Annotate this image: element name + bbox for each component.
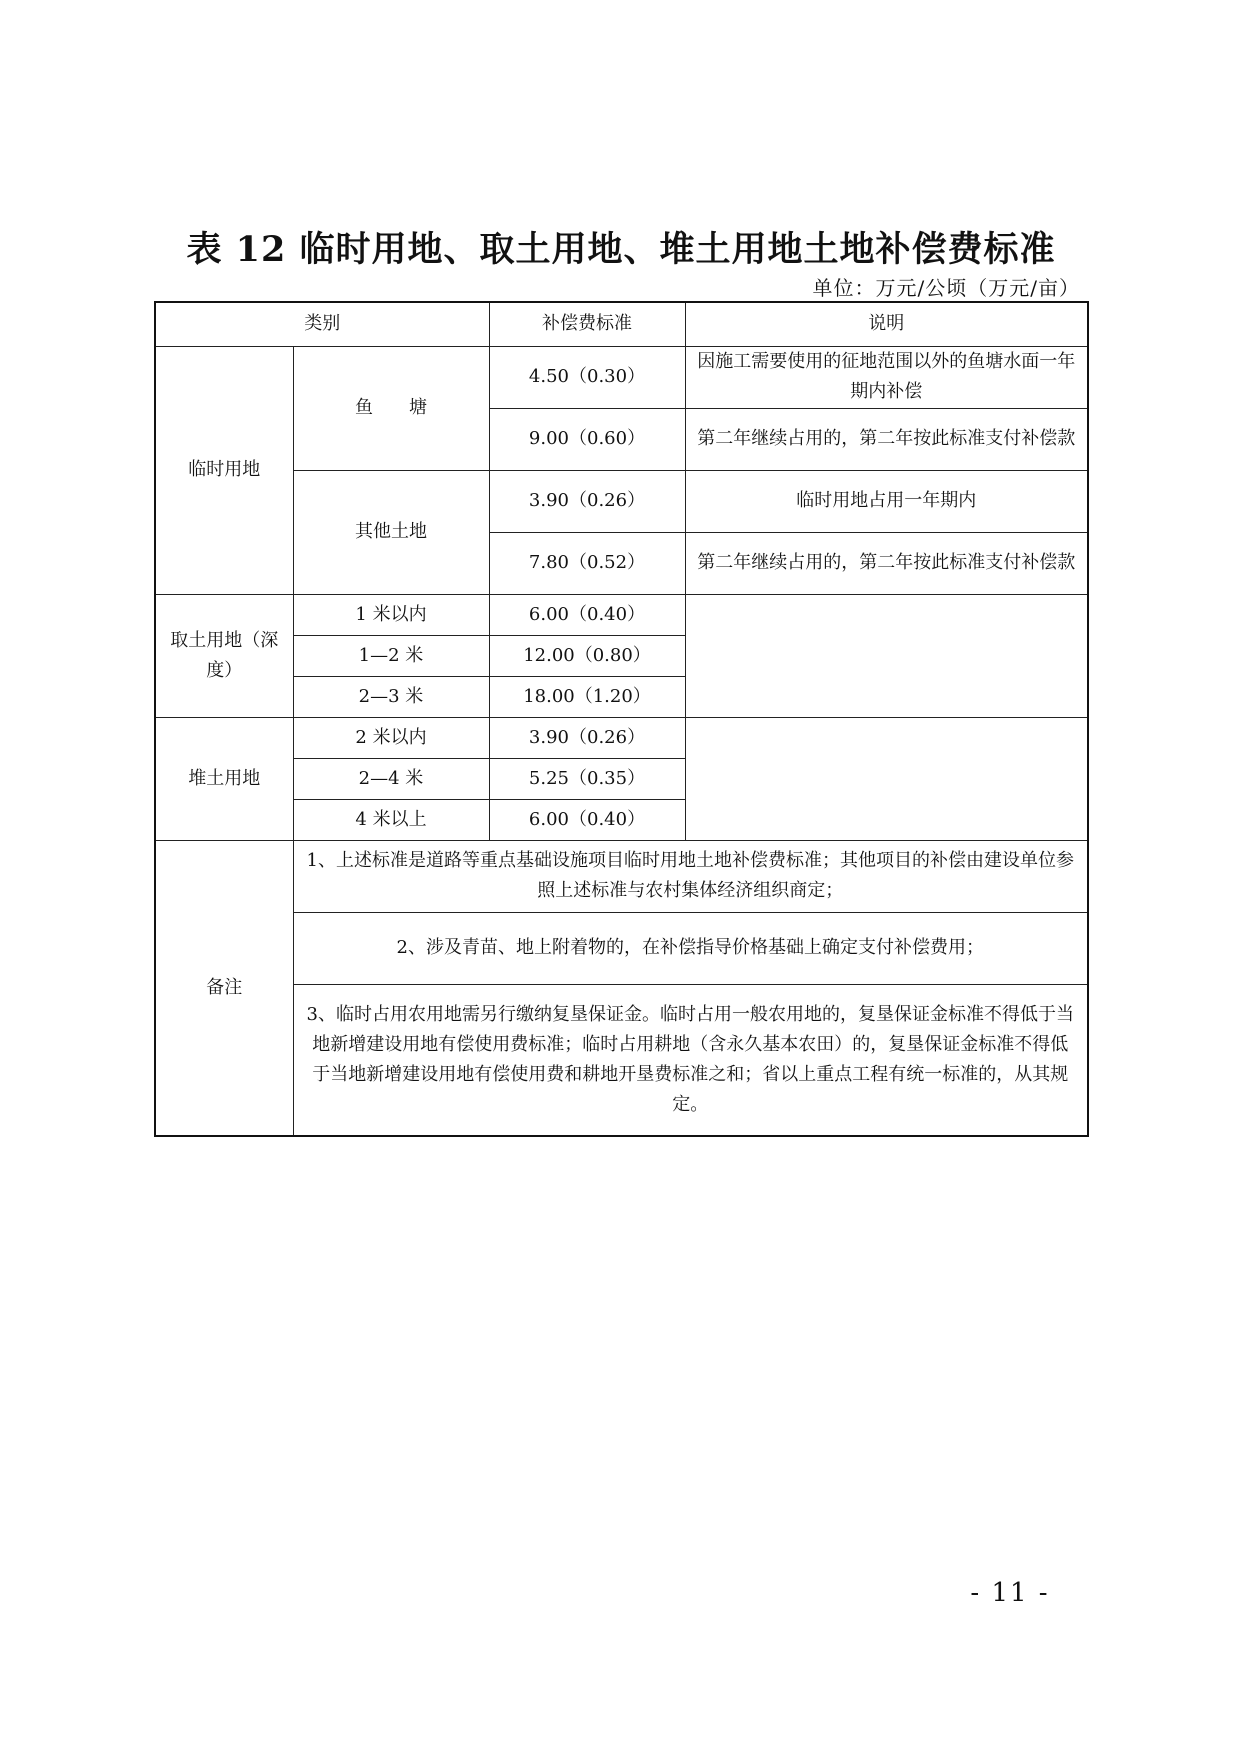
table-row xyxy=(155,912,1088,984)
header-description: 说明 xyxy=(685,302,1088,346)
remark-item: 1、上述标准是道路等重点基础设施项目临时用地土地补偿费标准；其他项目的补偿由建设单位参照上述标准与农村集体经济组织商定； xyxy=(293,840,1088,912)
compensation-table xyxy=(154,301,1089,1137)
standard-value: 3.90（0.26） xyxy=(489,470,685,532)
standard-value: 6.00（0.40） xyxy=(489,799,685,840)
height-cell: 2—4 米 xyxy=(293,758,489,799)
description-cell: 第二年继续占用的，第二年按此标准支付补偿款 xyxy=(685,408,1088,470)
category-remarks: 备注 xyxy=(155,840,293,1136)
description-cell-empty xyxy=(685,717,1088,840)
height-cell: 2 米以内 xyxy=(293,717,489,758)
table-row xyxy=(155,840,1088,912)
table-row xyxy=(155,594,1088,635)
table-row xyxy=(155,346,1088,408)
table-row xyxy=(155,717,1088,758)
standard-value: 12.00（0.80） xyxy=(489,635,685,676)
standard-value: 4.50（0.30） xyxy=(489,346,685,408)
subcategory-other-land: 其他土地 xyxy=(293,470,489,594)
description-cell: 因施工需要使用的征地范围以外的鱼塘水面一年期内补偿 xyxy=(685,346,1088,408)
subcategory-fishpond: 鱼 塘 xyxy=(293,346,489,470)
standard-value: 9.00（0.60） xyxy=(489,408,685,470)
page-number: - 11 - xyxy=(970,1578,1050,1608)
standard-value: 7.80（0.52） xyxy=(489,532,685,594)
standard-value: 6.00（0.40） xyxy=(489,594,685,635)
unit-note: 单位：万元/公顷（万元/亩） xyxy=(812,276,1080,300)
description-cell: 第二年继续占用的，第二年按此标准支付补偿款 xyxy=(685,532,1088,594)
header-standard: 补偿费标准 xyxy=(489,302,685,346)
header-category: 类别 xyxy=(155,302,489,346)
table-row xyxy=(155,470,1088,532)
category-borrow: 取土用地（深度） xyxy=(155,594,293,717)
category-temporary: 临时用地 xyxy=(155,346,293,594)
description-cell-empty xyxy=(685,594,1088,717)
remark-item: 3、临时占用农用地需另行缴纳复垦保证金。临时占用一般农用地的，复垦保证金标准不得低于当地新增建设用地有偿使用费标准；临时占用耕地（含永久基本农田）的，复垦保证金标准不得低于当地新增建设用地有偿使用费和耕地开垦费标准之和；省以上重点工程有统一标准的，从其规定。 xyxy=(293,984,1088,1136)
header-row xyxy=(155,302,1088,346)
table-row xyxy=(155,984,1088,1136)
depth-cell: 2—3 米 xyxy=(293,676,489,717)
standard-value: 18.00（1.20） xyxy=(489,676,685,717)
standard-value: 3.90（0.26） xyxy=(489,717,685,758)
remark-item: 2、涉及青苗、地上附着物的，在补偿指导价格基础上确定支付补偿费用； xyxy=(293,912,1088,984)
depth-cell: 1 米以内 xyxy=(293,594,489,635)
height-cell: 4 米以上 xyxy=(293,799,489,840)
page-title: 表 12 临时用地、取土用地、堆土用地土地补偿费标准 xyxy=(186,229,1056,270)
category-spoil: 堆土用地 xyxy=(155,717,293,840)
standard-value: 5.25（0.35） xyxy=(489,758,685,799)
description-cell: 临时用地占用一年期内 xyxy=(685,470,1088,532)
depth-cell: 1—2 米 xyxy=(293,635,489,676)
